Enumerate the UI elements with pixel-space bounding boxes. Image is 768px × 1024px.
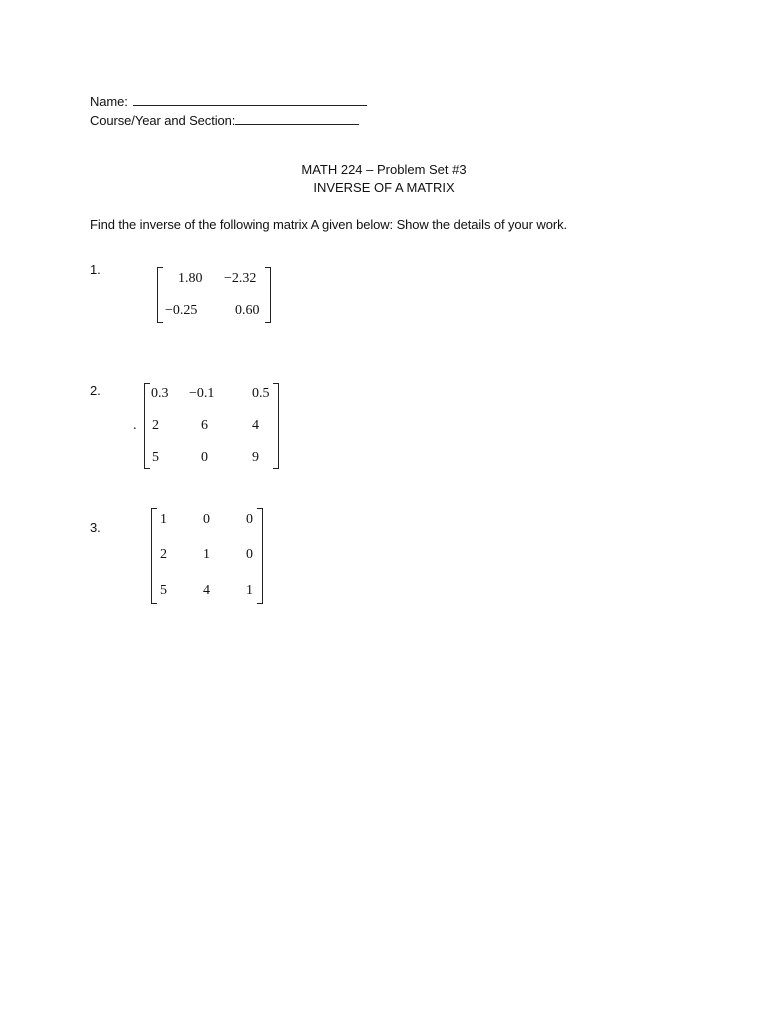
matrix-cell: 0.3 [151,386,169,401]
matrix-cell: 5 [152,450,159,465]
matrix-cell: −0.1 [189,386,215,401]
matrix-1 [157,267,271,323]
matrix-cell: 0.5 [252,386,270,401]
matrix-cell: 0.60 [235,303,260,318]
course-blank-line [235,113,359,125]
name-label: Name: [90,94,128,109]
matrix-cell: 9 [252,450,259,465]
course-label: Course/Year and Section: [90,113,236,128]
matrix-cell: 1.80 [178,271,203,286]
name-blank-line [133,94,367,106]
matrix-cell: −0.25 [165,303,198,318]
matrix-right-bracket [257,508,263,604]
matrix-cell: 1 [160,512,167,527]
matrix-left-bracket [151,508,157,604]
matrix-2 [144,383,279,469]
name-field [90,94,367,109]
problem-3-number: 3. [90,520,101,535]
matrix-cell: 0 [201,450,208,465]
matrix-cell: −2.32 [224,271,257,286]
matrix-cell: 2 [152,418,159,433]
matrix-cell: 5 [160,583,167,598]
matrix-cell: 1 [246,583,253,598]
matrix-left-bracket [144,383,150,469]
course-field [90,113,359,128]
problem-2-prefix: . [133,418,137,433]
matrix-cell: 0 [246,512,253,527]
matrix-left-bracket [157,267,163,323]
matrix-cell: 1 [203,547,210,562]
matrix-cell: 6 [201,418,208,433]
matrix-right-bracket [273,383,279,469]
matrix-3 [151,508,263,604]
matrix-cell: 4 [252,418,259,433]
problem-set-title: MATH 224 – Problem Set #3 [301,162,467,177]
problem-set-subtitle: INVERSE OF A MATRIX [313,180,455,195]
matrix-cell: 4 [203,583,210,598]
problem-1-number: 1. [90,262,101,277]
instructions-text: Find the inverse of the following matrix A given below: Show the details of your work. [90,217,567,232]
matrix-cell: 0 [246,547,253,562]
matrix-cell: 0 [203,512,210,527]
problem-2-number: 2. [90,383,101,398]
matrix-right-bracket [265,267,271,323]
matrix-cell: 2 [160,547,167,562]
